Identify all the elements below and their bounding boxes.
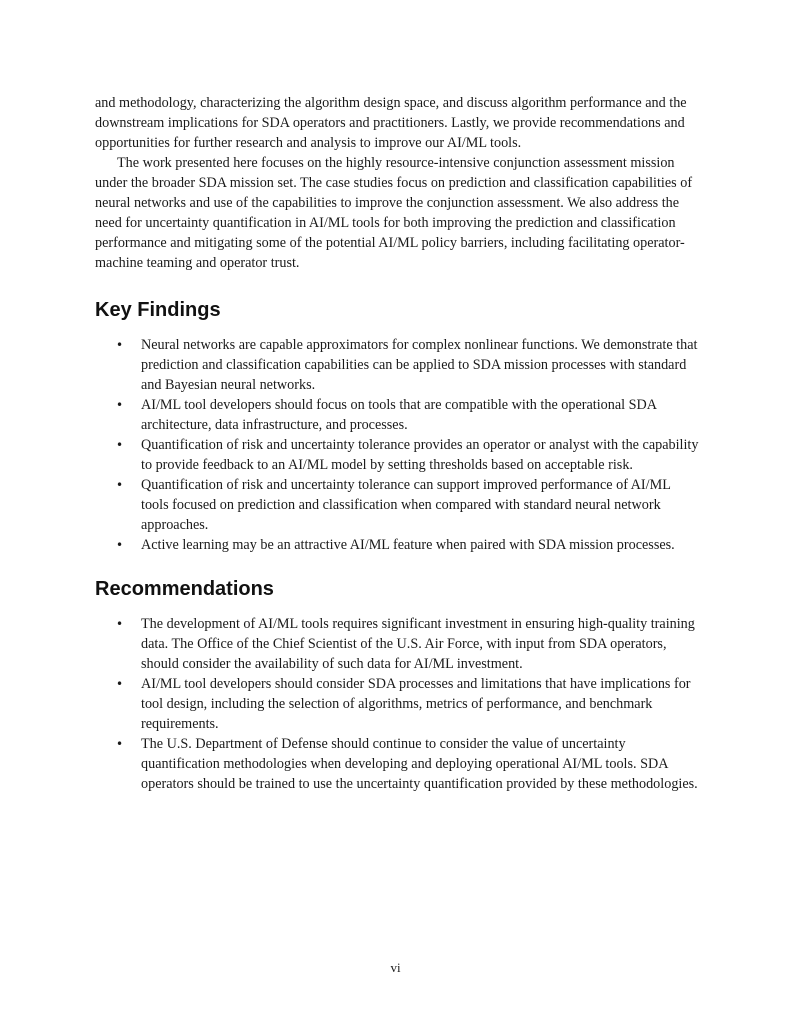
- bullet-icon: •: [116, 398, 124, 412]
- bullet-icon: •: [116, 438, 124, 452]
- list-item: [95, 734, 701, 794]
- list-item-text: AI/ML tool developers should focus on tools that are compatible with the operational SDA architecture, data infrastructure, and processes.: [141, 397, 657, 433]
- recommendations-list: [95, 614, 701, 794]
- document-page: [95, 93, 701, 794]
- list-item: [95, 475, 701, 535]
- list-item-text: AI/ML tool developers should consider SDA processes and limitations that have implications for tool design, including the selection of algorithms, metrics of performance, and benchmark requirements.: [141, 676, 691, 732]
- bullet-icon: •: [116, 538, 124, 552]
- list-item: [95, 435, 701, 475]
- recommendations-heading: Recommendations: [95, 578, 274, 600]
- list-item: [95, 674, 701, 734]
- list-item-text: Quantification of risk and uncertainty tolerance provides an operator or analyst with the capability to provide feedback to an AI/ML model by setting thresholds based on acceptable risk.: [141, 437, 699, 473]
- bullet-icon: •: [116, 677, 124, 691]
- bullet-icon: •: [116, 737, 124, 751]
- list-item: [95, 395, 701, 435]
- list-item-text: Quantification of risk and uncertainty tolerance can support improved performance of AI/ML tools focused on prediction and classification when compared with standard neural network approaches.: [141, 477, 671, 533]
- list-item-text: Active learning may be an attractive AI/ML feature when paired with SDA mission processes.: [141, 537, 675, 553]
- key-findings-heading: Key Findings: [95, 299, 221, 321]
- list-item-text: The U.S. Department of Defense should continue to consider the value of uncertainty quantification methodologies when developing and deploying operational AI/ML tools. SDA operators should be trained to use the uncertainty quantification provided by these methodologies.: [141, 736, 698, 792]
- list-item: [95, 535, 701, 555]
- intro-paragraph: The work presented here focuses on the highly resource-intensive conjunction assessment mission under the broader SDA mission set. The case studies focus on prediction and classification capabilities of neural networks and use of the capabilities to improve the conjunction assessment. We also address the need for uncertainty quantification in AI/ML tools for both improving the prediction and classification performance and mitigating some of the potential AI/ML policy barriers, including facilitating operator-machine teaming and operator trust.: [95, 155, 693, 271]
- bullet-icon: •: [116, 617, 124, 631]
- bullet-icon: •: [116, 338, 124, 352]
- page-number: vi: [390, 960, 401, 975]
- intro-paragraph: and methodology, characterizing the algorithm design space, and discuss algorithm performance and the downstream implications for SDA operators and practitioners. Lastly, we provide recommendations and opportunities for further research and analysis to improve our AI/ML tools.: [95, 95, 687, 151]
- key-findings-list: [95, 335, 701, 555]
- list-item-text: Neural networks are capable approximators for complex nonlinear functions. We demonstrate that prediction and classification capabilities can be applied to SDA mission processes with standard and Bayesian neural networks.: [141, 337, 698, 393]
- list-item: [95, 614, 701, 674]
- list-item: [95, 335, 701, 395]
- list-item-text: The development of AI/ML tools requires significant investment in ensuring high-quality training data. The Office of the Chief Scientist of the U.S. Air Force, with input from SDA operators, should consider the availability of such data for AI/ML investment.: [141, 616, 695, 672]
- bullet-icon: •: [116, 478, 124, 492]
